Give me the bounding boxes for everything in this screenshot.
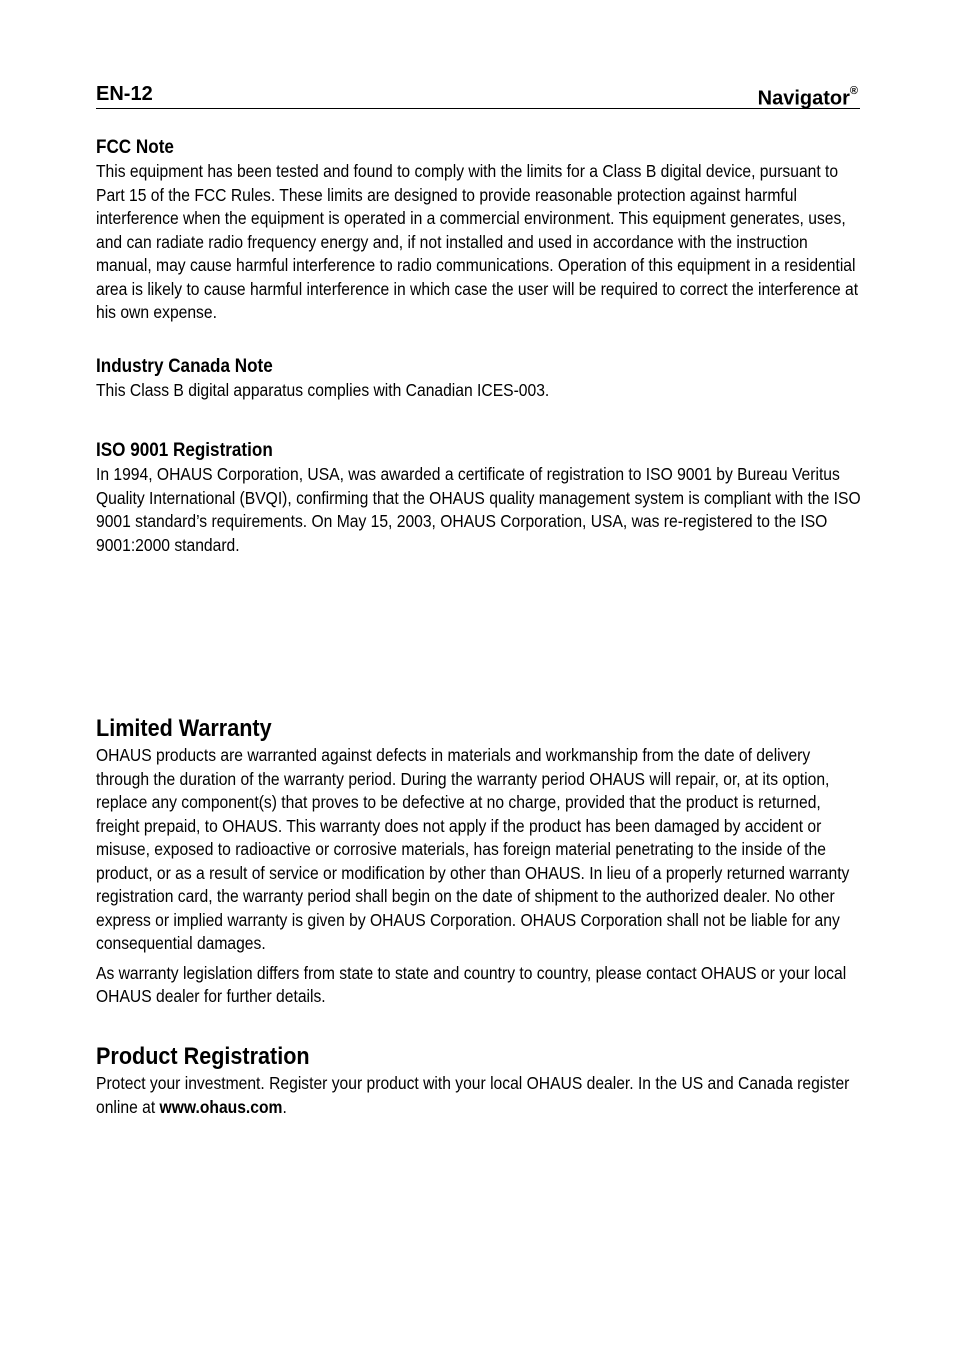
registration-period: . — [282, 1096, 287, 1117]
warranty-title: Limited Warranty — [96, 715, 272, 742]
fcc-title: FCC Note — [96, 137, 174, 158]
product-name-text: Navigator — [757, 87, 850, 110]
canada-section — [96, 355, 860, 403]
page-header — [96, 78, 860, 109]
canada-title: Industry Canada Note — [96, 356, 273, 377]
canada-body: This Class B digital apparatus complies with Canadian ICES-003. — [96, 380, 550, 400]
fcc-section — [96, 136, 860, 325]
registration-link[interactable]: www.ohaus.com — [159, 1096, 283, 1117]
warranty-body-1: OHAUS products are warranted against defects in materials and workmanship from the date of delivery through the duration of the warranty period. During the warranty period OHAUS will repair, or, at its option, replace any component(s) that proves to be defective at no charge, provided that the product is returned, freight prepaid, to OHAUS. This warranty does not apply if the product has been damaged by accident or misuse, exposed to radioactive or corrosive materials, has foreign material penetrating to the inside of the product, or as a result of service or modification by other than OHAUS. In lieu of a properly returned warranty registration card, the warranty period shall begin on the date of shipment to the authorized dealer. No other express or implied warranty is given by OHAUS Corporation. OHAUS Corporation shall not be liable for any consequential damages. — [96, 745, 850, 953]
iso-section — [96, 439, 860, 557]
iso-body: In 1994, OHAUS Corporation, USA, was awarded a certificate of registration to ISO 9001 by Bureau Veritus Quality International (BVQI), confirming that the OHAUS quality management system is compliant with the ISO 9001 standard’s requirements. On May 15, 2003, OHAUS Corporation, USA, was re-registered to the ISO 9001:2000 standard. — [96, 464, 861, 555]
page-number: EN-12 — [96, 83, 153, 105]
warranty-section — [96, 714, 860, 1009]
trademark-symbol: ® — [849, 85, 858, 97]
registration-title: Product Registration — [96, 1043, 310, 1070]
registration-text: Protect your investment. Register your product with your local OHAUS dealer. In the US and Canada register online at — [96, 1073, 850, 1117]
registration-section — [96, 1042, 860, 1119]
registration-body — [96, 1072, 861, 1119]
fcc-body: This equipment has been tested and found to comply with the limits for a Class B digital device, pursuant to Part 15 of the FCC Rules. These limits are designed to provide reasonable protection against harmful interference when the equipment is operated in a commercial environment. This equipment generates, uses, and can radiate radio frequency energy and, if not installed and used in accordance with the instruction manual, may cause harmful interference to radio communications. Operation of this equipment in a residential area is likely to cause harmful interference in which case the user will be required to correct the interference at his own expense. — [96, 161, 859, 322]
iso-title: ISO 9001 Registration — [96, 440, 273, 461]
warranty-body-2: As warranty legislation differs from state to state and country to country, please contact OHAUS or your local OHAUS dealer for further details. — [96, 962, 847, 1006]
product-name — [758, 82, 858, 111]
